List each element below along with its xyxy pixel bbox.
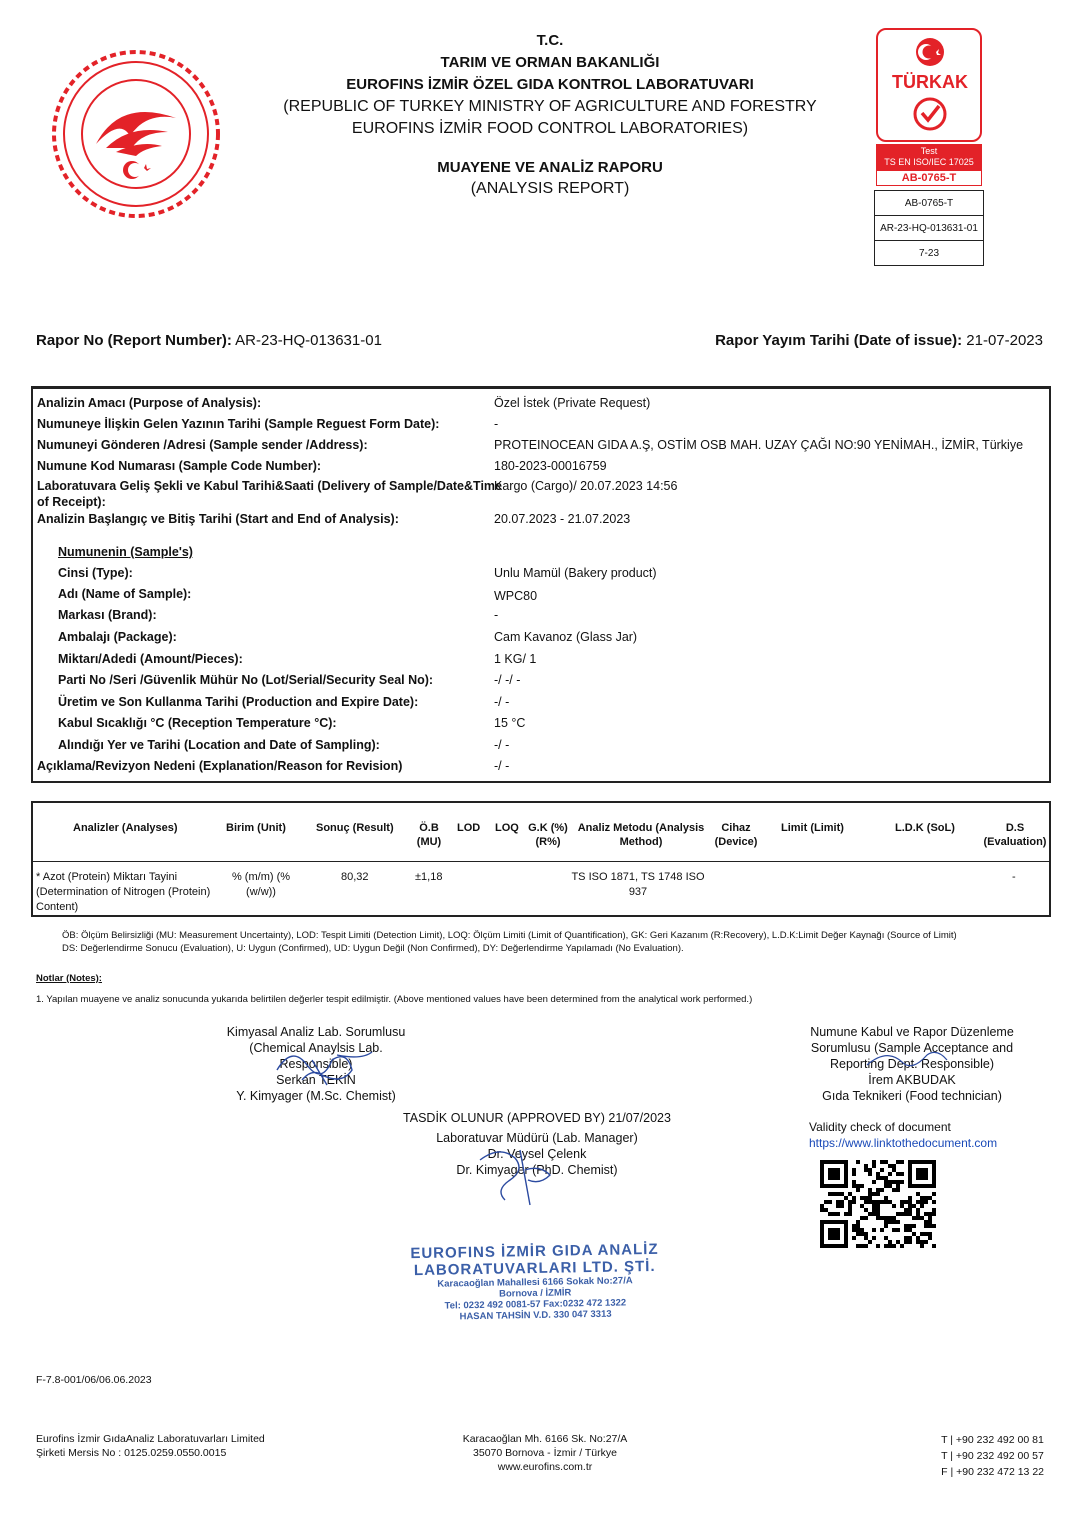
row-evaluation: -	[1012, 871, 1016, 883]
col-evaluation-2: (Evaluation)	[983, 836, 1047, 848]
col-device: Cihaz	[721, 822, 751, 834]
sample-label-location: Alındığı Yer ve Tarihi (Location and Date of Sampling):	[58, 738, 380, 752]
footer-address-2: 35070 Bornova - İzmir / Türkye	[473, 1447, 617, 1459]
report-title: MUAYENE VE ANALİZ RAPORU	[437, 159, 663, 176]
manager-title: Laboratuvar Müdürü (Lab. Manager)	[436, 1131, 638, 1145]
sample-value-amount: 1 KG/ 1	[494, 652, 537, 666]
info-label-sender: Numuneyi Gönderen /Adresi (Sample sender /Address):	[37, 438, 368, 452]
info-label-delivery: Laboratuvara Geliş Şekli ve Kabul Tarihi&Saati (Delivery of Sample/Date&Time	[37, 479, 502, 493]
col-mu-2: (MU)	[416, 836, 442, 848]
turkak-accreditation	[876, 28, 982, 266]
reception-title-3: Reporting Dept. Responsible)	[830, 1057, 994, 1071]
footer-contact	[941, 1432, 1044, 1480]
report-number: AR-23-HQ-013631-01	[235, 332, 382, 349]
header-lab-name: EUROFINS İZMİR ÖZEL GIDA KONTROL LABORATUVARI	[346, 76, 754, 93]
company-stamp	[399, 1241, 670, 1324]
form-code: F-7.8-001/06/06.06.2023	[36, 1374, 152, 1386]
abbreviations-line-1: ÖB: Ölçüm Belirsizliği (MU: Measurement Uncertainty), LOD: Tespit Limiti (Detection Limit), LOQ: Ölçüm Limiti (Limit of Quantification), GK: Geri Kazanım (R:Recovery), L.D.K:Limit Değer Kaynağı (Source of Limit)	[62, 930, 957, 941]
sample-label-lot: Parti No /Seri /Güvenlik Mühür No (Lot/Serial/Security Seal No):	[58, 673, 434, 687]
sample-value-lot: -/ -/ -	[494, 673, 521, 687]
col-device-2: (Device)	[714, 836, 758, 848]
report-date-label: Rapor Yayım Tarihi (Date of issue):	[715, 332, 963, 349]
info-label-analysis-dates: Analizin Başlangıç ve Bitiş Tarihi (Start and End of Analysis):	[37, 512, 399, 526]
reception-title-2: Sorumlusu (Sample Acceptance and	[810, 1041, 1014, 1055]
reception-signature-image	[862, 1040, 952, 1080]
footer-phone-2: T | +90 232 492 00 57	[941, 1450, 1044, 1462]
chemist-title: Kimyasal Analiz Lab. Sorumlusu	[226, 1025, 406, 1039]
info-value-delivery: Kargo (Cargo)/ 20.07.2023 14:56	[494, 479, 678, 493]
col-mu: Ö.B	[419, 822, 439, 834]
row-analysis-name-2: (Determination of Nitrogen (Protein)	[36, 886, 211, 898]
abbreviations	[62, 929, 957, 955]
header-ministry-en: (REPUBLIC OF TURKEY MINISTRY OF AGRICULTURE AND FORESTRY	[283, 98, 817, 115]
stamp-line-3: Karacaoğlan Mahallesi 6166 Sokak No:27/A	[437, 1275, 633, 1290]
turkak-flag-icon	[878, 30, 982, 138]
report-date-line	[715, 332, 1043, 349]
row-analysis-name-1: * Azot (Protein) Miktarı Tayini	[36, 871, 178, 883]
footer-address	[430, 1432, 660, 1474]
info-value-form-date: -	[494, 417, 499, 431]
approved-by: TASDİK OLUNUR (APPROVED BY) 21/07/2023	[403, 1111, 671, 1125]
col-lod: LOD	[457, 822, 481, 834]
sample-label-amount: Miktarı/Adedi (Amount/Pieces):	[58, 652, 243, 666]
row-mu: ±1,18	[415, 871, 443, 883]
col-loq: LOQ	[495, 822, 519, 834]
acc-cell-period: 7-23	[875, 241, 984, 266]
stamp-line-1: EUROFINS İZMİR GIDA ANALİZ	[410, 1240, 659, 1263]
info-value-sample-code: 180-2023-00016759	[494, 459, 607, 473]
stamp-line-5: Tel: 0232 492 0081-57 Fax:0232 472 1322	[444, 1297, 627, 1312]
header-lab-name-en: EUROFINS İZMİR FOOD CONTROL LABORATORIES)	[351, 120, 749, 137]
abbreviations-line-2: DS: Değerlendirme Sonucu (Evaluation), U: Uygun (Confirmed), UD: Uygun Değil (Non Confirmed), DY: Değerlendirme Yapılamadı (No Evaluation).	[62, 943, 684, 954]
col-method: Analiz Metodu (Analysis	[577, 822, 705, 834]
row-analysis-name-3: Content)	[36, 901, 79, 913]
manager-name: Dr. Veysel Çelenk	[487, 1147, 587, 1161]
manager-signature-image	[470, 1140, 560, 1210]
sample-value-name: WPC80	[494, 589, 538, 603]
footer-website[interactable]: www.eurofins.com.tr	[497, 1461, 593, 1473]
validity-link[interactable]: https://www.linktothedocument.com	[809, 1136, 998, 1150]
col-sol: L.D.K (SoL)	[895, 822, 955, 834]
row-unit-2: (w/w))	[246, 886, 276, 898]
analysis-table	[31, 801, 1051, 917]
sample-value-temperature: 15 °C	[494, 716, 526, 730]
col-limit: Limit (Limit)	[781, 822, 844, 834]
info-value-analysis-dates: 20.07.2023 - 21.07.2023	[494, 512, 631, 526]
turkak-code: AB-0765-T	[876, 170, 982, 186]
report-number-line	[36, 332, 382, 349]
info-label-delivery-2: of Receipt):	[37, 495, 106, 509]
col-unit: Birim (Unit)	[226, 822, 286, 834]
col-result: Sonuç (Result)	[316, 822, 394, 834]
stamp-line-6: HASAN TAHSİN V.D. 330 047 3313	[459, 1308, 612, 1323]
notes-heading: Notlar (Notes):	[36, 973, 102, 984]
info-label-form-date: Numuneye İlişkin Gelen Yazının Tarihi (Sample Reguest Form Date):	[37, 417, 440, 431]
stamp-line-2: LABORATUVARLARI LTD. ŞTİ.	[413, 1257, 656, 1280]
sample-value-production: -/ -	[494, 695, 510, 709]
footer-company-name: Eurofins İzmir GıdaAnaliz Laboratuvarları Limited	[36, 1433, 265, 1445]
table-row	[36, 870, 210, 915]
footer-fax: F | +90 232 472 13 22	[941, 1466, 1044, 1478]
sample-heading: Numunenin (Sample's)	[58, 545, 193, 559]
report-subtitle: (ANALYSIS REPORT)	[470, 180, 630, 197]
report-title-block	[380, 158, 720, 200]
qr-code-icon[interactable]	[820, 1159, 936, 1249]
acc-cell-report: AR-23-HQ-013631-01	[875, 216, 984, 241]
sample-value-package: Cam Kavanoz (Glass Jar)	[494, 630, 638, 644]
sample-label-package: Ambalajı (Package):	[58, 630, 177, 644]
sample-value-location: -/ -	[494, 738, 510, 752]
revision-label: Açıklama/Revizyon Nedeni (Explanation/Reason for Revision)	[37, 759, 403, 773]
info-label-purpose: Analizin Amacı (Purpose of Analysis):	[37, 396, 262, 410]
row-result: 80,32	[341, 871, 369, 883]
reception-name: İrem AKBUDAK	[868, 1073, 956, 1087]
chemist-title-en: (Chemical Anaylsis Lab.	[249, 1041, 383, 1055]
info-value-purpose: Özel İstek (Private Request)	[494, 396, 651, 410]
report-number-label: Rapor No (Report Number):	[36, 332, 232, 349]
sample-value-type: Unlu Mamül (Bakery product)	[494, 566, 657, 580]
header-ministry: TARIM VE ORMAN BAKANLIĞI	[440, 54, 660, 71]
sample-label-name: Adı (Name of Sample):	[58, 587, 192, 601]
acc-cell-code: AB-0765-T	[875, 191, 984, 216]
turkak-standard: TS EN ISO/IEC 17025	[884, 157, 974, 167]
header-tc: T.C.	[536, 32, 564, 49]
sample-info-box	[31, 386, 1051, 783]
header-title-block	[280, 30, 820, 140]
manager-degree: Dr. Kimyager (PhD. Chemist)	[456, 1163, 618, 1177]
sample-label-production: Üretim ve Son Kullanma Tarihi (Production and Expire Date):	[58, 695, 419, 709]
svg-text:TÜRKAK: TÜRKAK	[892, 72, 968, 92]
chemist-signature-image	[272, 1040, 382, 1090]
col-recovery: G.K (%)	[528, 822, 568, 834]
footer-company	[36, 1432, 265, 1460]
turkak-logo	[876, 28, 982, 142]
report-date: 21-07-2023	[966, 332, 1043, 349]
chemist-title-en-2: Responsible)	[279, 1057, 353, 1071]
validity-label: Validity check of document	[809, 1120, 951, 1134]
chemist-name: Serkan TEKİN	[276, 1073, 356, 1087]
sample-label-temperature: Kabul Sıcaklığı °C (Reception Temperature °C):	[58, 716, 337, 730]
sample-label-type: Cinsi (Type):	[58, 566, 133, 580]
footer-address-1: Karacaoğlan Mh. 6166 Sk. No:27/A	[462, 1433, 628, 1445]
revision-value: -/ -	[494, 759, 510, 773]
info-value-sender: PROTEINOCEAN GIDA A.Ş, OSTİM OSB MAH. UZAY ÇAĞI NO:90 YENİMAH., İZMİR, Türkiye	[494, 438, 1024, 452]
info-label-sample-code: Numune Kod Numarası (Sample Code Number):	[37, 459, 322, 473]
row-method-1: TS ISO 1871, TS 1748 ISO	[571, 871, 705, 883]
col-recovery-2: (R%)	[535, 836, 561, 848]
col-method-2: Method)	[619, 836, 663, 848]
sample-label-brand: Markası (Brand):	[58, 608, 157, 622]
row-unit-1: % (m/m) (%	[231, 871, 291, 883]
col-analyses: Analizler (Analyses)	[73, 822, 178, 834]
accreditation-table	[874, 190, 984, 266]
reception-title: Numune Kabul ve Rapor Düzenleme	[810, 1025, 1014, 1039]
ministry-emblem-logo	[50, 48, 222, 220]
reception-degree: Gıda Teknikeri (Food technician)	[822, 1089, 1002, 1103]
table-divider	[33, 861, 1049, 862]
validity-block	[809, 1119, 997, 1151]
stamp-line-4: Bornova / İZMİR	[498, 1287, 572, 1300]
col-evaluation: D.S	[1005, 822, 1025, 834]
sample-value-brand: -	[494, 608, 499, 622]
footer-mersis: Şirketi Mersis No : 0125.0259.0550.0015	[36, 1447, 227, 1459]
notes-item: 1. Yapılan muayene ve analiz sonucunda yukarıda belirtilen değerler tespit edilmiştir. (Above mentioned values have been determined from the analytical work performed.)	[36, 994, 753, 1005]
turkak-test-label: Test	[920, 146, 938, 156]
row-method-2: 937	[628, 886, 648, 898]
footer-phone-1: T | +90 232 492 00 81	[941, 1434, 1044, 1446]
chemist-degree: Y. Kimyager (M.Sc. Chemist)	[236, 1089, 396, 1103]
